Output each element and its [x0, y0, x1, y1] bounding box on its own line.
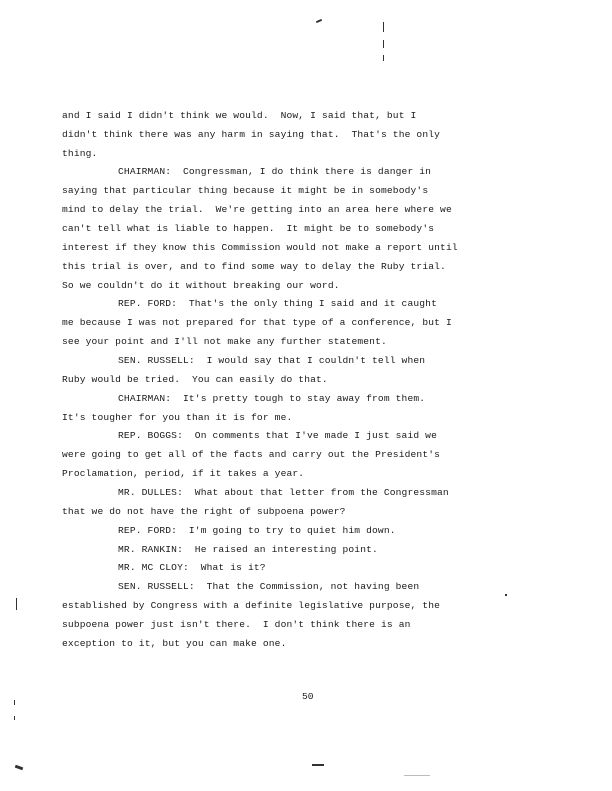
scan-mark	[16, 598, 17, 610]
speaker-line: REP. BOGGS: On comments that I've made I just said we	[118, 430, 437, 441]
speaker-line: MR. DULLES: What about that letter from the Congressman	[118, 487, 449, 498]
scan-mark	[316, 19, 322, 23]
text-line: Proclamation, period, if it takes a year.	[62, 468, 305, 479]
text-line: didn't think there was any harm in saying that. That's the only	[62, 129, 441, 140]
text-line: can't tell what is liable to happen. It might be to somebody's	[62, 223, 435, 234]
text-line: Ruby would be tried. You can easily do that.	[62, 374, 328, 385]
text-line: were going to get all of the facts and carry out the President's	[62, 449, 441, 460]
text-line: subpoena power just isn't there. I don't think there is an	[62, 619, 411, 630]
speaker-line: SEN. RUSSELL: That the Commission, not having been	[118, 581, 420, 592]
scan-mark	[15, 765, 24, 771]
text-line: thing.	[62, 148, 98, 159]
text-line: me because I was not prepared for that type of a conference, but I	[62, 317, 452, 328]
speaker-line: REP. FORD: That's the only thing I said and it caught	[118, 298, 437, 309]
text-line: interest if they know this Commission would not make a report until	[62, 242, 458, 253]
text-line: established by Congress with a definite legislative purpose, the	[62, 600, 441, 611]
page-number: 50	[302, 691, 314, 702]
text-line: that we do not have the right of subpoena power?	[62, 506, 346, 517]
text-line: see your point and I'll not make any further statement.	[62, 336, 387, 347]
scan-mark	[505, 594, 507, 596]
speaker-line: REP. FORD: I'm going to try to quiet him down.	[118, 525, 396, 536]
scan-mark	[312, 764, 324, 766]
speaker-line: MR. RANKIN: He raised an interesting point.	[118, 544, 378, 555]
text-line: saying that particular thing because it might be in somebody's	[62, 185, 429, 196]
text-line: this trial is over, and to find some way to delay the Ruby trial.	[62, 261, 446, 272]
speaker-line: SEN. RUSSELL: I would say that I couldn't tell when	[118, 355, 426, 366]
speaker-line: CHAIRMAN: It's pretty tough to stay away from them.	[118, 393, 426, 404]
scan-mark	[383, 55, 384, 61]
text-line: mind to delay the trial. We're getting into an area here where we	[62, 204, 452, 215]
scan-mark	[383, 40, 384, 48]
text-line: It's tougher for you than it is for me.	[62, 412, 293, 423]
text-line: and I said I didn't think we would. Now, I said that, but I	[62, 110, 417, 121]
scan-mark	[383, 22, 384, 32]
text-line: exception to it, but you can make one.	[62, 638, 287, 649]
scan-mark	[14, 716, 15, 720]
speaker-line: MR. MC CLOY: What is it?	[118, 562, 266, 573]
speaker-line: CHAIRMAN: Congressman, I do think there is danger in	[118, 166, 432, 177]
scan-mark	[14, 700, 15, 705]
scan-mark	[404, 775, 430, 776]
text-line: So we couldn't do it without breaking our word.	[62, 280, 340, 291]
